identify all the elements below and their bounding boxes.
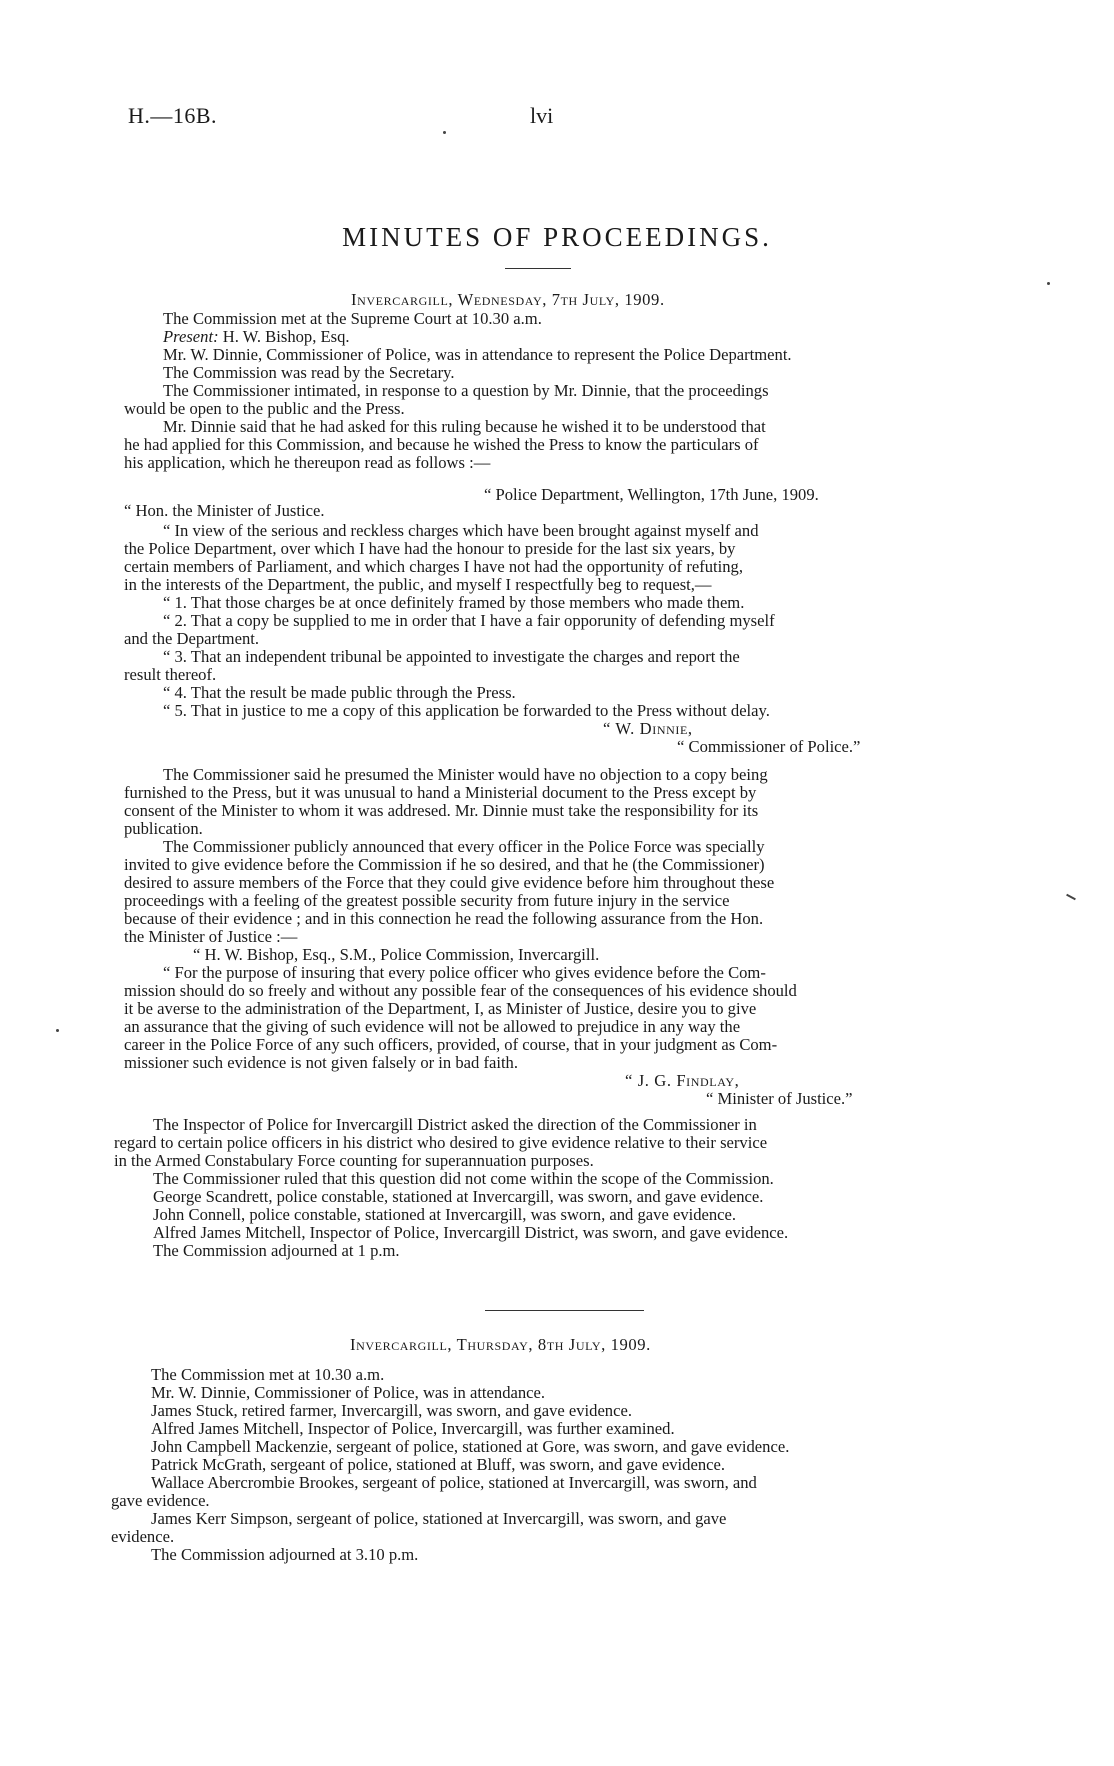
paragraph-line: Mr. W. Dinnie, Commissioner of Police, was in attendance to represent the Police Department. — [163, 345, 792, 364]
present-line — [163, 328, 350, 346]
session-heading-2: Invercargill, Thursday, 8th July, 1909. — [350, 1335, 651, 1354]
paragraph-line: George Scandrett, police constable, stationed at Invercargill, was sworn, and gave evidence. — [153, 1187, 764, 1206]
paragraph-line: because of their evidence ; and in this connection he read the following assurance from the Hon. — [124, 909, 764, 928]
assurance-line: it be averse to the administration of the Department, I, as Minister of Justice, desire you to give — [124, 999, 757, 1018]
paragraph-line: evidence. — [111, 1527, 175, 1546]
letter-line: in the interests of the Department, the public, and myself I respectfully beg to request,— — [124, 575, 712, 594]
paragraph-line: The Commission adjourned at 1 p.m. — [153, 1241, 400, 1260]
paper-reference: H.—16B. — [128, 103, 218, 128]
letter-line: “ 3. That an independent tribunal be appointed to investigate the charges and report the — [163, 647, 740, 666]
paragraph-line: in the Armed Constabulary Force counting for superannuation purposes. — [114, 1151, 594, 1170]
paragraph-line: regard to certain police officers in his district who desired to give evidence relative to their service — [114, 1133, 768, 1152]
paragraph-line: Mr. Dinnie said that he had asked for this ruling because he wished it to be understood that — [163, 417, 766, 436]
assurance-address: “ H. W. Bishop, Esq., S.M., Police Commission, Invercargill. — [193, 945, 600, 964]
paragraph-line: The Commissioner said he presumed the Minister would have no objection to a copy being — [163, 765, 768, 784]
assurance-signature-title: “ Minister of Justice.” — [706, 1089, 853, 1108]
page-title: MINUTES OF PROCEEDINGS. — [342, 222, 772, 252]
letter-line: “ 5. That in justice to me a copy of this application be forwarded to the Press without delay. — [163, 701, 770, 720]
paragraph-line: Wallace Abercrombie Brookes, sergeant of police, stationed at Invercargill, was sworn, and — [151, 1473, 757, 1492]
paragraph-line: the Minister of Justice :— — [124, 927, 298, 946]
paragraph-line: The Commission met at the Supreme Court at 10.30 a.m. — [163, 309, 542, 328]
letter-line: “ 2. That a copy be supplied to me in order that I have a fair opporunity of defending myself — [163, 611, 775, 630]
paragraph-line: The Commission met at 10.30 a.m. — [151, 1365, 385, 1384]
paragraph-line: John Connell, police constable, stationed at Invercargill, was sworn, and gave evidence. — [153, 1205, 737, 1224]
letter-line: “ In view of the serious and reckless charges which have been brought against myself and — [163, 521, 759, 540]
paragraph-line: The Commissioner ruled that this question did not come within the scope of the Commission. — [153, 1169, 774, 1188]
scan-speck — [56, 1029, 59, 1032]
paragraph-line: consent of the Minister to whom it was addresed. Mr. Dinnie must take the responsibility for its — [124, 801, 759, 820]
letter-signature: “ W. Dinnie, — [603, 719, 693, 738]
paragraph-line: invited to give evidence before the Commission if he so desired, and that he (the Commissioner) — [124, 855, 765, 874]
session-heading-1: Invercargill, Wednesday, 7th July, 1909. — [351, 290, 665, 309]
paragraph-line: The Commissioner intimated, in response to a question by Mr. Dinnie, that the proceedings — [163, 381, 769, 400]
paragraph-line: Alfred James Mitchell, Inspector of Police, Invercargill District, was sworn, and gave evidence. — [153, 1223, 789, 1242]
assurance-line: career in the Police Force of any such officers, provided, of course, that in your judgment as Com- — [124, 1035, 778, 1054]
present-label: Present: — [163, 327, 219, 346]
paragraph-line: The Commissioner publicly announced that every officer in the Police Force was specially — [163, 837, 765, 856]
paragraph-line: Patrick McGrath, sergeant of police, stationed at Bluff, was sworn, and gave evidence. — [151, 1455, 725, 1474]
assurance-line: an assurance that the giving of such evidence will not be allowed to prejudice in any way the — [124, 1017, 741, 1036]
section-rule — [485, 1310, 644, 1311]
assurance-line: mission should do so freely and without any possible fear of the consequences of his evidence should — [124, 981, 797, 1000]
assurance-signature: “ J. G. Findlay, — [625, 1071, 740, 1090]
letter-salutation: “ Hon. the Minister of Justice. — [124, 501, 325, 520]
scan-speck — [1047, 282, 1050, 285]
paragraph-line: The Commission was read by the Secretary. — [163, 363, 455, 382]
paragraph-line: Mr. W. Dinnie, Commissioner of Police, was in attendance. — [151, 1383, 546, 1402]
letter-line: “ 1. That those charges be at once definitely framed by those members who made them. — [163, 593, 745, 612]
paragraph-line: his application, which he thereupon read as follows :— — [124, 453, 491, 472]
paragraph-line: Alfred James Mitchell, Inspector of Police, Invercargill, was further examined. — [151, 1419, 675, 1438]
paragraph-line: proceedings with a feeling of the greatest possible security from future injury in the service — [124, 891, 730, 910]
letter-signature-title: “ Commissioner of Police.” — [677, 737, 861, 756]
letter-line: “ 4. That the result be made public through the Press. — [163, 683, 516, 702]
paragraph-line: desired to assure members of the Force that they could give evidence before him throughout these — [124, 873, 775, 892]
assurance-line: “ For the purpose of insuring that every police officer who gives evidence before the Com- — [163, 963, 766, 982]
paragraph-line: John Campbell Mackenzie, sergeant of police, stationed at Gore, was sworn, and gave evidence. — [151, 1437, 790, 1456]
paragraph-line: The Inspector of Police for Invercargill District asked the direction of the Commissioner in — [153, 1115, 757, 1134]
paragraph-line: would be open to the public and the Press. — [124, 399, 405, 418]
paragraph-line: The Commission adjourned at 3.10 p.m. — [151, 1545, 419, 1564]
letter-line: certain members of Parliament, and which charges I have not had the opportunity of refuting, — [124, 557, 744, 576]
paragraph-line: James Kerr Simpson, sergeant of police, stationed at Invercargill, was sworn, and gave — [151, 1509, 727, 1528]
letter-line: and the Department. — [124, 629, 260, 648]
letter-line: result thereof. — [124, 665, 217, 684]
paragraph-line: James Stuck, retired farmer, Invercargill, was sworn, and gave evidence. — [151, 1401, 632, 1420]
title-rule — [505, 268, 571, 269]
assurance-line: missioner such evidence is not given falsely or in bad faith. — [124, 1053, 519, 1072]
paragraph-line: furnished to the Press, but it was unusual to hand a Ministerial document to the Press except by — [124, 783, 757, 802]
scan-speck — [443, 131, 446, 134]
paragraph-line: he had applied for this Commission, and because he wished the Press to know the particulars of — [124, 435, 759, 454]
paragraph-line: publication. — [124, 819, 203, 838]
present-names: H. W. Bishop, Esq. — [222, 327, 350, 346]
scan-speck — [1066, 894, 1076, 900]
page-number: lvi — [530, 103, 554, 128]
paragraph-line: gave evidence. — [111, 1491, 210, 1510]
letter-line: the Police Department, over which I have had the honour to preside for the last six years, by — [124, 539, 736, 558]
letter-dateline: “ Police Department, Wellington, 17th June, 1909. — [484, 485, 819, 504]
